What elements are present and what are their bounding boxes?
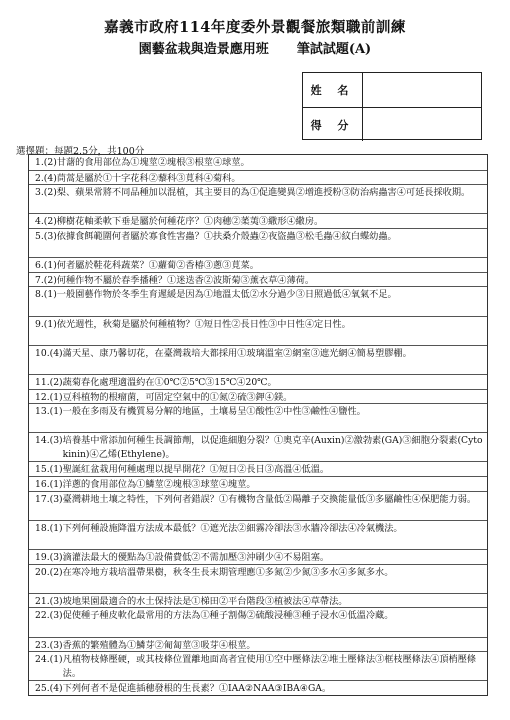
name-field[interactable] xyxy=(363,73,481,107)
question-answer: (1) xyxy=(49,654,63,666)
name-row xyxy=(303,73,481,107)
question-text: 一般園藝作物於冬季生育遲緩是因為①地溫太低②水分過少③日照過低④氧氣不足。 xyxy=(56,289,397,301)
question-text: 凡植物枝條壓硬，或其枝條位置離地面高者宜使用①空中壓條法②堆土壓條法③框枝壓條法④頂梢壓條法。 xyxy=(62,654,477,679)
question-answer: (1) xyxy=(49,522,63,534)
question-text: 洋蔥的食用部位為①鱗莖②塊根③球莖④塊莖。 xyxy=(62,479,256,491)
question-text: 滴灌法最大的優點為①設備費低②不需加壓③沖刷少④不易阻塞。 xyxy=(62,552,330,564)
question-number: 22. xyxy=(35,610,50,622)
exam-title: 嘉義市政府114年度委外景觀餐旅類職前訓練 xyxy=(104,19,406,36)
exam-name: 筆試試題(A) xyxy=(296,42,372,57)
name-score-box xyxy=(302,72,482,140)
question-answer: (3) xyxy=(49,610,63,622)
question-text: 蔬菊春化處理適溫約在①0℃②5℃③15℃④20℃。 xyxy=(62,376,277,388)
question-row xyxy=(29,520,487,549)
question-row xyxy=(29,549,487,564)
question-answer: (3) xyxy=(49,493,63,505)
question-row xyxy=(29,286,487,315)
score-field[interactable] xyxy=(363,108,481,141)
question-row xyxy=(29,155,487,170)
question-answer: (2) xyxy=(43,216,57,228)
question-text: 柳樹花軸柔軟下垂是屬於何種花序？①肉穗②葇荑③繖形④繖房。 xyxy=(56,216,324,228)
question-number: 12. xyxy=(35,391,50,403)
question-answer: (1) xyxy=(49,464,63,476)
question-answer: (2) xyxy=(43,157,57,168)
question-answer: (2) xyxy=(43,274,57,286)
question-number: 14. xyxy=(35,435,50,447)
question-number: 19. xyxy=(35,552,50,564)
question-row xyxy=(29,213,487,228)
question-row xyxy=(29,228,487,257)
question-row xyxy=(29,491,487,520)
name-label: 姓 名 xyxy=(303,73,363,107)
question-number: 21. xyxy=(35,595,50,607)
question-number: 10. xyxy=(35,347,50,359)
question-number: 13. xyxy=(35,406,50,418)
question-text: 坡地果園最適合的水土保持法是①梯田②平台階段③植被法④草帶法。 xyxy=(62,595,348,607)
question-answer: (4) xyxy=(43,172,57,184)
question-number: 23. xyxy=(35,639,50,651)
question-table xyxy=(28,154,488,696)
question-answer: (1) xyxy=(49,391,63,403)
question-row xyxy=(29,461,487,476)
question-answer: (1) xyxy=(43,289,57,301)
score-row xyxy=(303,107,481,141)
question-text: 香蕉的繁殖體為①鱗芽②匍匐莖③吸芽④根莖。 xyxy=(62,639,256,651)
question-number: 11. xyxy=(35,376,50,388)
question-text: 下列何者不是促進插穗發根的生長素？①IAA②NAA③IBA④GA。 xyxy=(62,683,332,695)
question-text: 一般在多雨及有機質易分解的地區，土壤易呈①酸性②中性③鹼性④鹽性。 xyxy=(62,406,366,418)
question-row xyxy=(29,345,487,374)
question-row xyxy=(29,651,487,680)
question-text: 茼蒿是屬於①十字花科②藜科③莧科④菊科。 xyxy=(56,172,241,184)
question-number: 24. xyxy=(35,654,50,666)
question-row xyxy=(29,432,487,461)
instructions: 選擇題：每題2.5分，共100分 xyxy=(16,146,145,157)
question-text: 下列何種設施降溫方法成本最低？①遮光法②細霧冷卻法③水牆冷卻法④冷氣機法。 xyxy=(62,522,403,534)
question-text: 依據食餌範圍何者屬於寡食性害蟲？①扶桑介殼蟲②夜盜蟲③松毛蟲④紋白蝶幼蟲。 xyxy=(56,230,397,242)
question-number: 9. xyxy=(35,318,44,330)
question-text: 臺灣耕地土壤之特性，下列何者錯誤？①有機物含量低②陽離子交換能量低③多屬鹼性④保肥能力弱。 xyxy=(62,493,477,505)
question-text: 豆科植物的根瘤菌，可固定空氣中的①氮②硫③鉀④鎂。 xyxy=(62,391,293,403)
score-label: 得 分 xyxy=(303,108,363,141)
question-answer: (4) xyxy=(49,347,63,359)
question-answer: (3) xyxy=(49,435,63,447)
question-row xyxy=(29,403,487,432)
question-text: 何種作物不屬於春季播種？①迷迭香②波斯菊③薰衣草④薄荷。 xyxy=(56,274,315,286)
question-answer: (1) xyxy=(43,318,57,330)
question-number: 6. xyxy=(35,260,44,272)
exam-subtitle xyxy=(0,38,510,57)
question-number: 15. xyxy=(35,464,50,476)
question-text: 依光週性，秋菊是屬於何種植物？①短日性②長日性③中日性④定日性。 xyxy=(56,318,351,330)
question-number: 20. xyxy=(35,566,50,578)
question-answer: (1) xyxy=(49,406,63,418)
question-row xyxy=(29,593,487,608)
question-row xyxy=(29,374,487,389)
question-answer: (3) xyxy=(49,595,63,607)
question-number: 4. xyxy=(35,216,44,228)
question-row xyxy=(29,564,487,593)
question-row xyxy=(29,607,487,636)
question-answer: (2) xyxy=(49,376,63,388)
question-row xyxy=(29,184,487,213)
question-row xyxy=(29,272,487,287)
question-answer: (1) xyxy=(43,260,57,272)
question-number: 5. xyxy=(35,230,44,242)
question-number: 18. xyxy=(35,522,50,534)
question-text: 培養基中常添加何種生長調節劑，以促進細胞分裂？①奧克辛(Auxin)②激勃素(GA)③細胞分裂素(Cytokinin)④乙烯(Ethylene)。 xyxy=(62,435,483,460)
question-row xyxy=(29,257,487,272)
question-row xyxy=(29,637,487,652)
question-answer: (4) xyxy=(49,683,63,695)
question-number: 1. xyxy=(35,157,44,168)
question-number: 25. xyxy=(35,683,50,695)
question-text: 何者屬於鞋花科蔬菜？①蘿蔔②香椿③蔥③莧菜。 xyxy=(56,260,259,272)
question-row xyxy=(29,316,487,345)
question-text: 甘藷的食用部位為①塊莖②塊根③根莖④球莖。 xyxy=(56,157,250,168)
question-row xyxy=(29,680,487,695)
question-text: 在寒冷地方栽培溫帶果樹，秋冬生長末期管理應①多氮②少氮③多水④多氮多水。 xyxy=(62,566,394,578)
question-row xyxy=(29,170,487,185)
question-text: 滿天星、康乃馨切花，在臺灣栽培大都採用①玻璃溫室②網室③遮光網④簡易塑膠棚。 xyxy=(62,347,412,359)
question-number: 3. xyxy=(35,187,44,199)
question-answer: (1) xyxy=(49,479,63,491)
question-answer: (2) xyxy=(43,187,57,199)
question-text: 梨、蘋果常將不同品種加以混植，其主要目的為①促進變異②增進授粉③防治病蟲害④可延長採收期。 xyxy=(56,187,471,199)
question-text: 聖誕紅盆栽用何種處理以提早開花？①短日②長日③高溫④低溫。 xyxy=(62,464,330,476)
class-name: 園藝盆栽與造景應用班 xyxy=(138,42,269,57)
question-row xyxy=(29,476,487,491)
question-number: 2. xyxy=(35,172,44,184)
question-row xyxy=(29,389,487,404)
question-answer: (2) xyxy=(49,566,63,578)
question-number: 16. xyxy=(35,479,50,491)
question-number: 7. xyxy=(35,274,44,286)
question-number: 17. xyxy=(35,493,50,505)
question-answer: (3) xyxy=(49,639,63,651)
question-text: 促使種子種皮軟化最常用的方法為①種子割傷②硫酸浸種③種子浸水④低溫冷藏。 xyxy=(62,610,394,622)
question-answer: (3) xyxy=(49,552,63,564)
question-number: 8. xyxy=(35,289,44,301)
question-answer: (3) xyxy=(43,230,57,242)
